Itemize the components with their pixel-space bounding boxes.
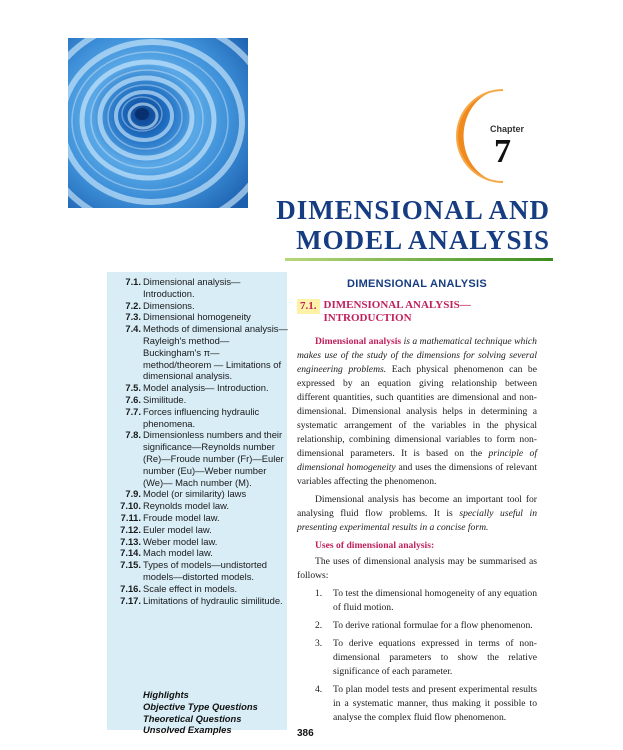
contents-item-number: 7.9. — [125, 488, 141, 500]
uses-item-number: 2. — [315, 620, 323, 631]
contents-item — [113, 547, 289, 559]
contents-item-text: Forces influencing hydraulic phenomena. — [143, 405, 260, 429]
contents-item-text: Froude model law. — [143, 511, 220, 523]
uses-item-text: To derive rational formulae for a flow phenomenon. — [333, 620, 533, 631]
tool-body: Dimensional analysis has become an important tool for analysing fluid flow problems. It is — [297, 494, 537, 519]
uses-item-text: To plan model tests and present experimental results in a systematic manner, thus making it possible to analyse the complex fluid flow phenomenon. — [333, 684, 537, 723]
contents-item — [113, 276, 289, 300]
contents-item-text: Euler model law. — [143, 523, 212, 535]
contents-item-number: 7.12. — [120, 523, 141, 535]
chapter-number: 7 — [494, 133, 511, 170]
contents-item-number: 7.3. — [125, 311, 141, 323]
contents-item — [113, 583, 289, 595]
uses-item-number: 4. — [315, 684, 323, 695]
contents-item-number: 7.7. — [125, 405, 141, 417]
contents-item-number: 7.11. — [120, 511, 141, 523]
uses-item — [297, 637, 537, 679]
contents-item-number: 7.16. — [120, 582, 141, 594]
intro-body: Each physical phenomenon can be expressed by an equation giving relationship between different quantities, such quantities are dimensional and non-dimensional. Dimensional analysis helps in determining a systematic arrangement of the variables in the physical relationship, combining dimensional variables to form non-dimensional parameters. It is based on the — [297, 364, 537, 459]
contents-extra-list — [143, 689, 258, 736]
contents-item-number: 7.4. — [125, 323, 141, 335]
contents-item-number: 7.5. — [125, 382, 141, 394]
page-number: 386 — [297, 728, 314, 739]
contents-item — [113, 406, 289, 430]
contents-item-text: Mach model law. — [143, 547, 213, 559]
contents-item-number: 7.8. — [125, 429, 141, 441]
contents-item — [113, 512, 289, 524]
chapter-photo-water-ripple — [68, 38, 248, 208]
subsection-number: 7.1. — [297, 299, 320, 314]
subsection-title: DIMENSIONAL ANALYSIS— INTRODUCTION — [323, 299, 471, 324]
contents-item-number: 7.14. — [120, 547, 141, 559]
contents-item-text: Limitations of hydraulic similitude. — [143, 594, 283, 606]
uses-item — [297, 683, 537, 725]
contents-item — [113, 323, 289, 382]
contents-item — [113, 488, 289, 500]
contents-item — [113, 500, 289, 512]
chapter-label: Chapter — [490, 124, 525, 134]
title-underline — [285, 258, 553, 261]
definition-text: is a mathematical technique which makes use of the study of the dimensions for solving several engineering problems. — [297, 336, 537, 375]
main-text-column — [297, 277, 537, 729]
contents-item-number: 7.6. — [125, 393, 141, 405]
intro-end: and uses the dimensions of relevant variables affecting the phenomenon. — [297, 462, 537, 487]
tool-italic: specially useful in presenting experimental results in a concise form. — [297, 508, 538, 533]
contents-item-text: Dimensions. — [143, 299, 195, 311]
uses-item-text: To test the dimensional homogeneity of any equation of fluid motion. — [333, 588, 537, 613]
contents-item-text: Dimensionless numbers and their significance—Reynolds number (Re)—Froude number (Fr)—Euler number (Eu)—Weber number (We)— Mach number (M). — [143, 429, 284, 488]
contents-extra-item: Unsolved Examples — [143, 724, 232, 736]
subsection-heading — [297, 299, 537, 325]
term-dimensional-analysis: Dimensional analysis — [315, 336, 402, 347]
contents-item-number: 7.13. — [120, 535, 141, 547]
contents-item — [113, 595, 289, 607]
contents-item-text: Weber model law. — [143, 535, 218, 547]
chapter-contents-box — [107, 272, 287, 730]
principle-text: principle of dimensional homogeneity — [297, 448, 538, 473]
section-heading: DIMENSIONAL ANALYSIS — [346, 278, 488, 290]
contents-item — [113, 382, 289, 394]
contents-item-number: 7.2. — [125, 299, 141, 311]
contents-extra-item: Theoretical Questions — [143, 712, 242, 724]
uses-item-text: To derive equations expressed in terms of non-dimensional parameters to show the relative significance of each parameter. — [333, 638, 537, 677]
chapter-title — [220, 195, 550, 255]
uses-heading: Uses of dimensional analysis: — [315, 540, 435, 551]
contents-item-text: Similitude. — [143, 393, 187, 405]
contents-item-text: Dimensional analysis— Introduction. — [143, 276, 241, 299]
uses-intro: The uses of dimensional analysis may be summarised as follows: — [297, 556, 537, 581]
contents-item — [113, 536, 289, 548]
contents-extra-item: Highlights — [143, 689, 189, 700]
contents-item — [113, 311, 289, 323]
contents-item-number: 7.17. — [120, 594, 141, 606]
contents-item — [113, 524, 289, 536]
contents-item-number: 7.15. — [120, 559, 141, 571]
contents-item-text: Reynolds model law. — [143, 500, 229, 512]
contents-item-text: Methods of dimensional analysis— Rayleigh's method— Buckingham's π— method/theorem — Limitations of dimensional analysis. — [143, 323, 288, 382]
contents-item-text: Scale effect in models. — [143, 582, 238, 594]
chapter-title-line1: DIMENSIONAL AND — [276, 195, 550, 225]
contents-list — [113, 276, 289, 606]
uses-list — [297, 587, 537, 725]
chapter-title-line2: MODEL ANALYSIS — [296, 225, 550, 255]
uses-item — [297, 587, 537, 615]
contents-item — [113, 394, 289, 406]
uses-item-number: 1. — [315, 588, 323, 599]
uses-item-number: 3. — [315, 638, 323, 649]
contents-item-number: 7.1. — [125, 276, 141, 287]
contents-item — [113, 559, 289, 583]
contents-item-number: 7.10. — [120, 500, 141, 512]
uses-item — [297, 619, 537, 633]
contents-item — [113, 300, 289, 312]
contents-item-text: Model (or similarity) laws — [143, 488, 247, 500]
intro-paragraph — [297, 335, 537, 489]
tool-paragraph — [297, 493, 537, 535]
contents-item-text: Model analysis— Introduction. — [143, 382, 269, 394]
contents-extra-item: Objective Type Questions — [143, 700, 258, 712]
contents-item-text: Dimensional homogeneity — [143, 311, 251, 323]
contents-item — [113, 429, 289, 488]
contents-item-text: Types of models—undistorted models—distorted models. — [143, 559, 268, 582]
